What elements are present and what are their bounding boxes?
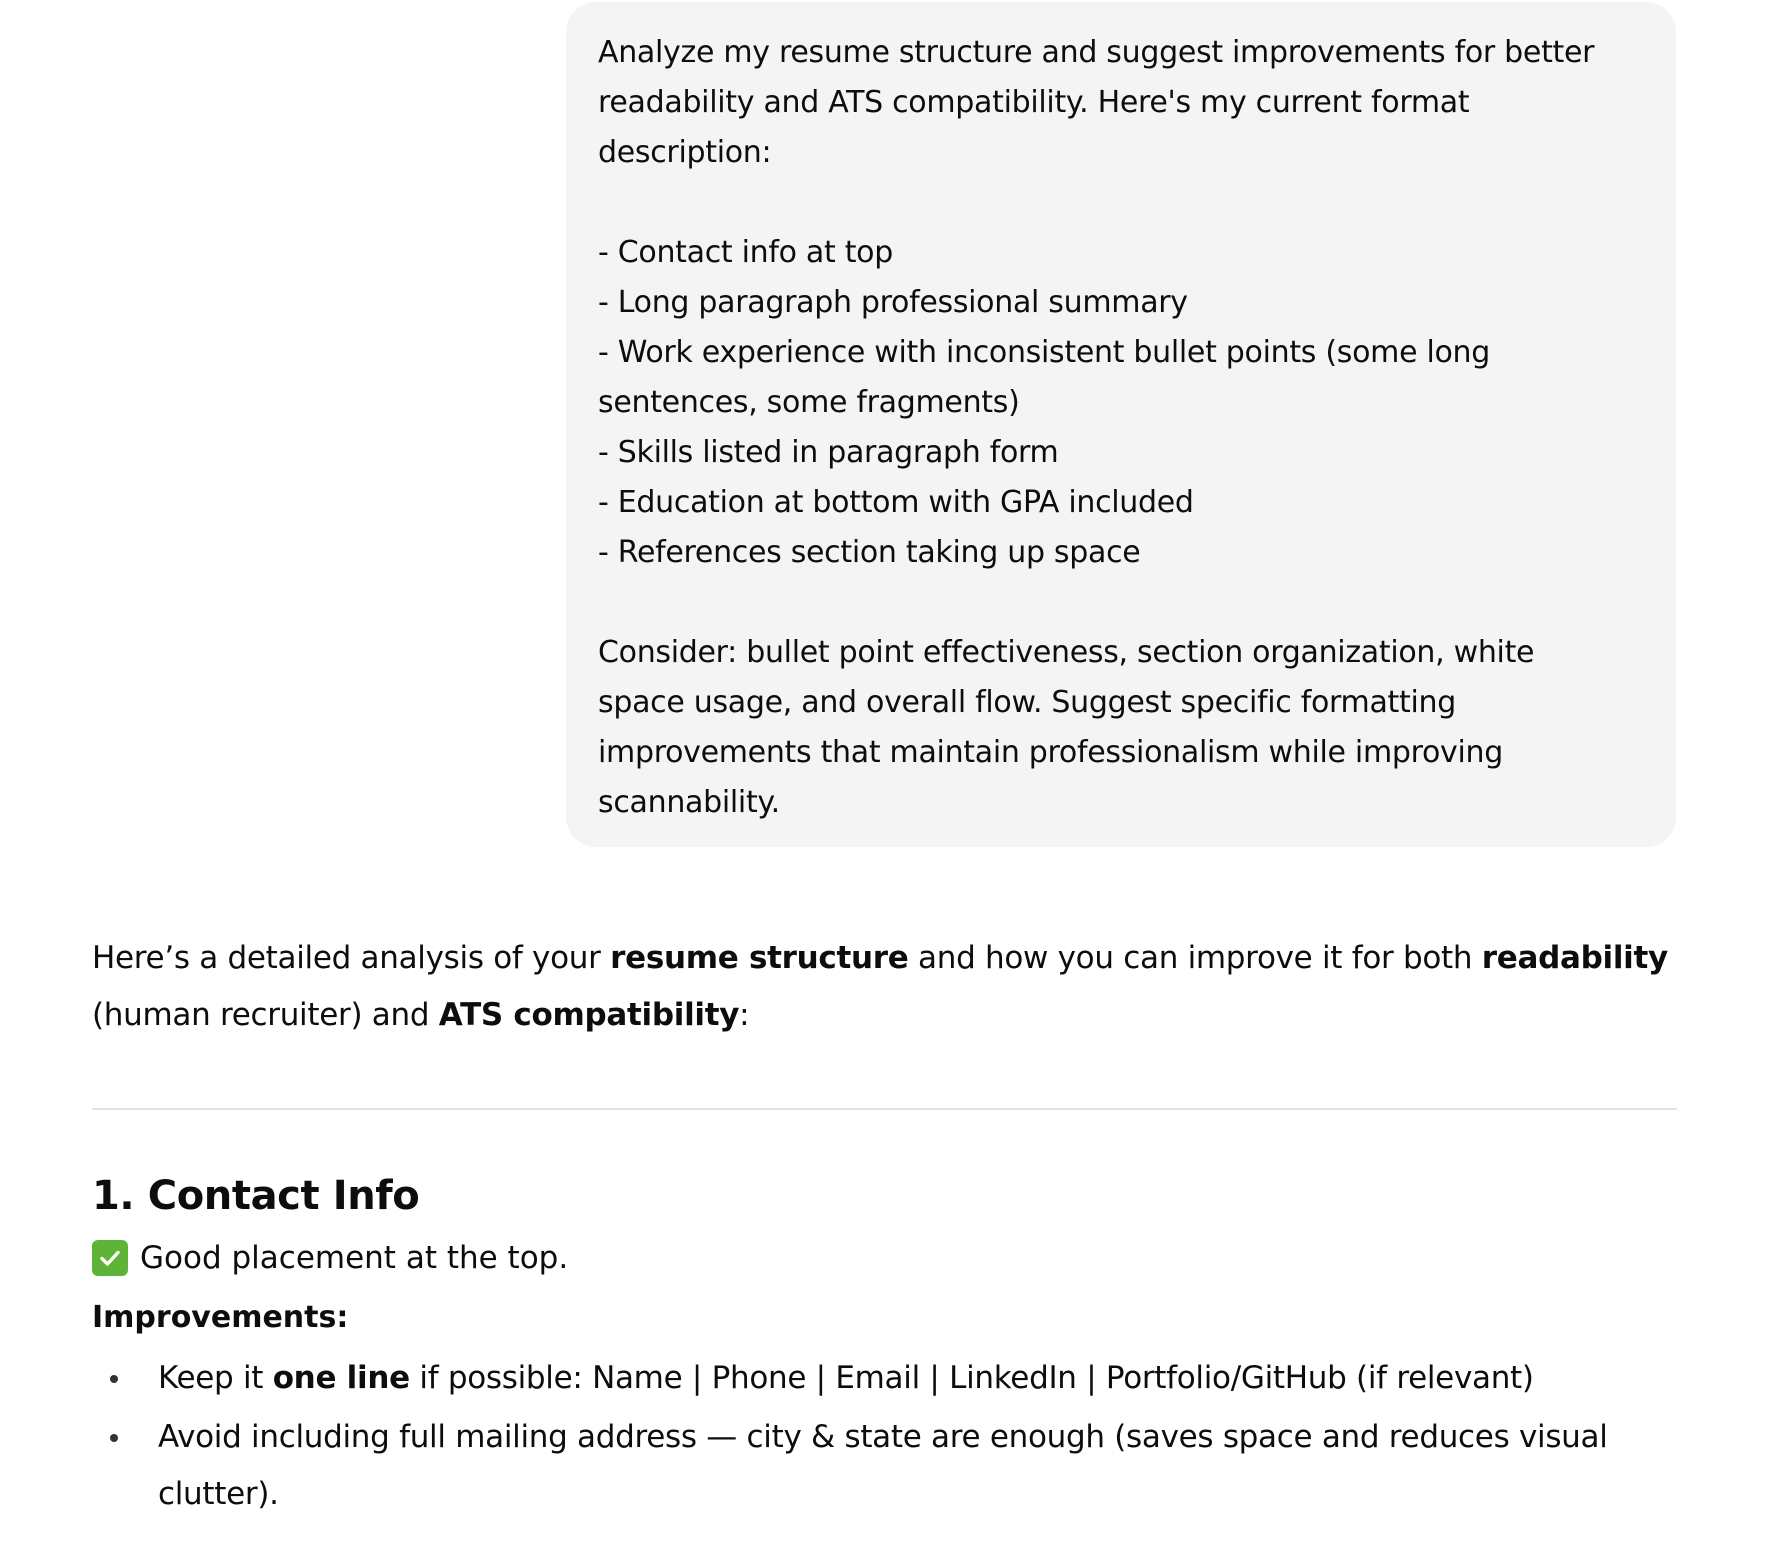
section-divider (92, 1108, 1677, 1110)
assistant-message (92, 930, 1677, 1044)
bullet-dot (110, 1434, 118, 1442)
paragraph-gap (598, 178, 1644, 228)
list-item (92, 1409, 1677, 1523)
bullet-dot (110, 1375, 118, 1383)
user-message-line: - Long paragraph professional summary (598, 285, 1188, 320)
list-item-text: if possible: Name | Phone | Email | LinkedIn | Portfolio/GitHub (if relevant) (409, 1360, 1534, 1396)
paragraph-gap (598, 578, 1644, 628)
intro-bold-readability: readability (1481, 940, 1668, 976)
list-item (92, 1350, 1677, 1407)
status-text: Good placement at the top. (140, 1240, 569, 1276)
user-message-line: improvements that maintain professionalism while improving (598, 735, 1503, 770)
list-item-text: clutter). (158, 1476, 279, 1512)
user-message-line: sentences, some fragments) (598, 385, 1020, 420)
intro-text: Here’s a detailed analysis of your (92, 940, 611, 976)
section-title: 1. Contact Info (92, 1173, 420, 1219)
user-message-line: readability and ATS compatibility. Here's my current format (598, 85, 1470, 120)
user-message-line: - Education at bottom with GPA included (598, 485, 1194, 520)
assistant-intro (92, 930, 1677, 1044)
check-mark-icon (92, 1240, 128, 1276)
user-message-line: - Skills listed in paragraph form (598, 435, 1059, 470)
user-message-line: - Work experience with inconsistent bullet points (some long (598, 335, 1491, 370)
user-message-line: scannability. (598, 785, 780, 820)
intro-text: and how you can improve it for both (908, 940, 1482, 976)
contact-info-section (92, 1168, 1677, 1525)
list-item-bold: one line (272, 1360, 410, 1396)
user-message-bubble (566, 2, 1676, 847)
user-message-line: Consider: bullet point effectiveness, section organization, white (598, 635, 1535, 670)
user-message-line: - Contact info at top (598, 235, 893, 270)
user-message-line: Analyze my resume structure and suggest improvements for better (598, 35, 1595, 70)
intro-text: : (739, 997, 750, 1033)
user-message-line: - References section taking up space (598, 535, 1141, 570)
user-message-line: space usage, and overall flow. Suggest specific formatting (598, 685, 1456, 720)
user-message-line: description: (598, 135, 772, 170)
intro-text: (human recruiter) and (92, 997, 439, 1033)
improvements-list (92, 1350, 1677, 1523)
intro-bold-ats-compatibility: ATS compatibility (438, 997, 740, 1033)
status-line (92, 1230, 1677, 1286)
list-item-text: Keep it (158, 1360, 273, 1396)
improvements-label: Improvements: (92, 1300, 349, 1335)
list-item-text: Avoid including full mailing address — city & state are enough (saves space and reduces visual (158, 1419, 1608, 1455)
intro-bold-resume-structure: resume structure (610, 940, 909, 976)
